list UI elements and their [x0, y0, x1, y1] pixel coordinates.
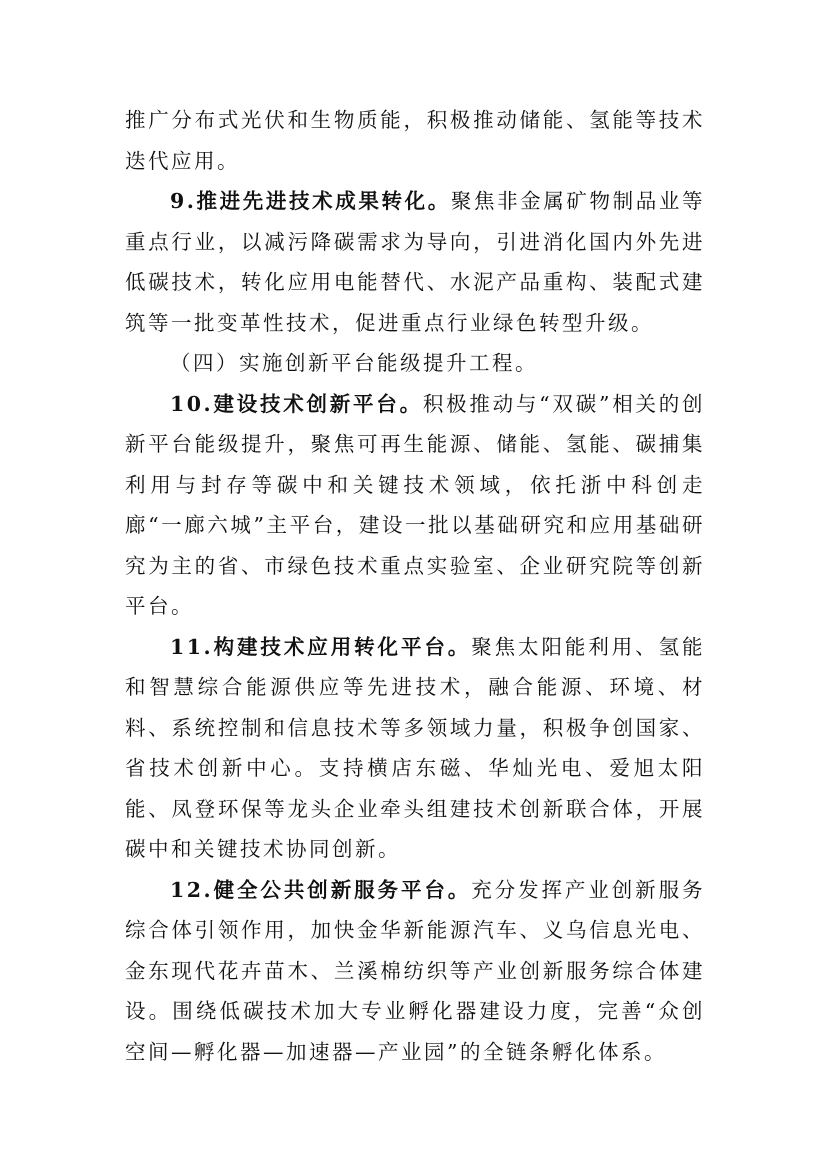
section-4-heading-text: （四）实施创新平台能级提升工程。 [170, 351, 538, 375]
item-10-number: 10. [170, 391, 214, 416]
item-10-paragraph [125, 384, 705, 627]
item-12-number: 12. [170, 877, 214, 902]
item-11-paragraph [125, 627, 705, 870]
item-9-number: 9. [170, 189, 197, 213]
item-11-body: 聚焦太阳能利用、氢能和智慧综合能源供应等先进技术，融合能源、环境、材料、系统控制和信息技术等多领域力量，积极争创国家、省技术创新中心。支持横店东磁、华灿光电、爱旭太阳能、凤登环保等龙头企业牵头组建技术创新联合体，开展碳中和关键技术协同创新。 [125, 634, 706, 861]
item-9-body: 聚焦非金属矿物制品业等重点行业，以减污降碳需求为导向，引进消化国内外先进低碳技术，转化应用电能替代、水泥产品重构、装配式建筑等一批变革性技术，促进重点行业绿色转型升级。 [125, 189, 706, 335]
item-11-number: 11. [170, 634, 214, 659]
item-11-title: 构建技术应用转化平台。 [213, 634, 472, 659]
item-12-body: 充分发挥产业创新服务综合体引领作用，加快金华新能源汽车、义乌信息光电、金东现代花卉苗木、兰溪棉纺织等产业创新服务综合体建设。围绕低碳技术加大专业孵化器建设力度，完善“众创空间—孵化器—加速器—产业园”的全链条孵化体系。 [125, 877, 706, 1064]
section-4-heading [125, 343, 705, 384]
item-9-title: 推进先进技术成果转化。 [196, 189, 451, 213]
item-12-title: 健全公共创新服务平台。 [213, 877, 472, 902]
continuation-text: 推广分布式光伏和生物质能，积极推动储能、氢能等技术迭代应用。 [125, 108, 705, 173]
item-10-body: 积极推动与“双碳”相关的创新平台能级提升，聚焦可再生能源、储能、氢能、碳捕集利用与封存等碳中和关键技术领域，依托浙中科创走廊“一廊六城”主平台，建设一批以基础研究和应用基础研究为主的省、市绿色技术重点实验室、企业研究院等创新平台。 [125, 391, 705, 618]
continuation-paragraph [125, 100, 705, 181]
document-body [125, 100, 705, 1072]
item-9-paragraph [125, 181, 705, 343]
item-12-paragraph [125, 870, 705, 1073]
item-10-title: 建设技术创新平台。 [213, 391, 423, 416]
